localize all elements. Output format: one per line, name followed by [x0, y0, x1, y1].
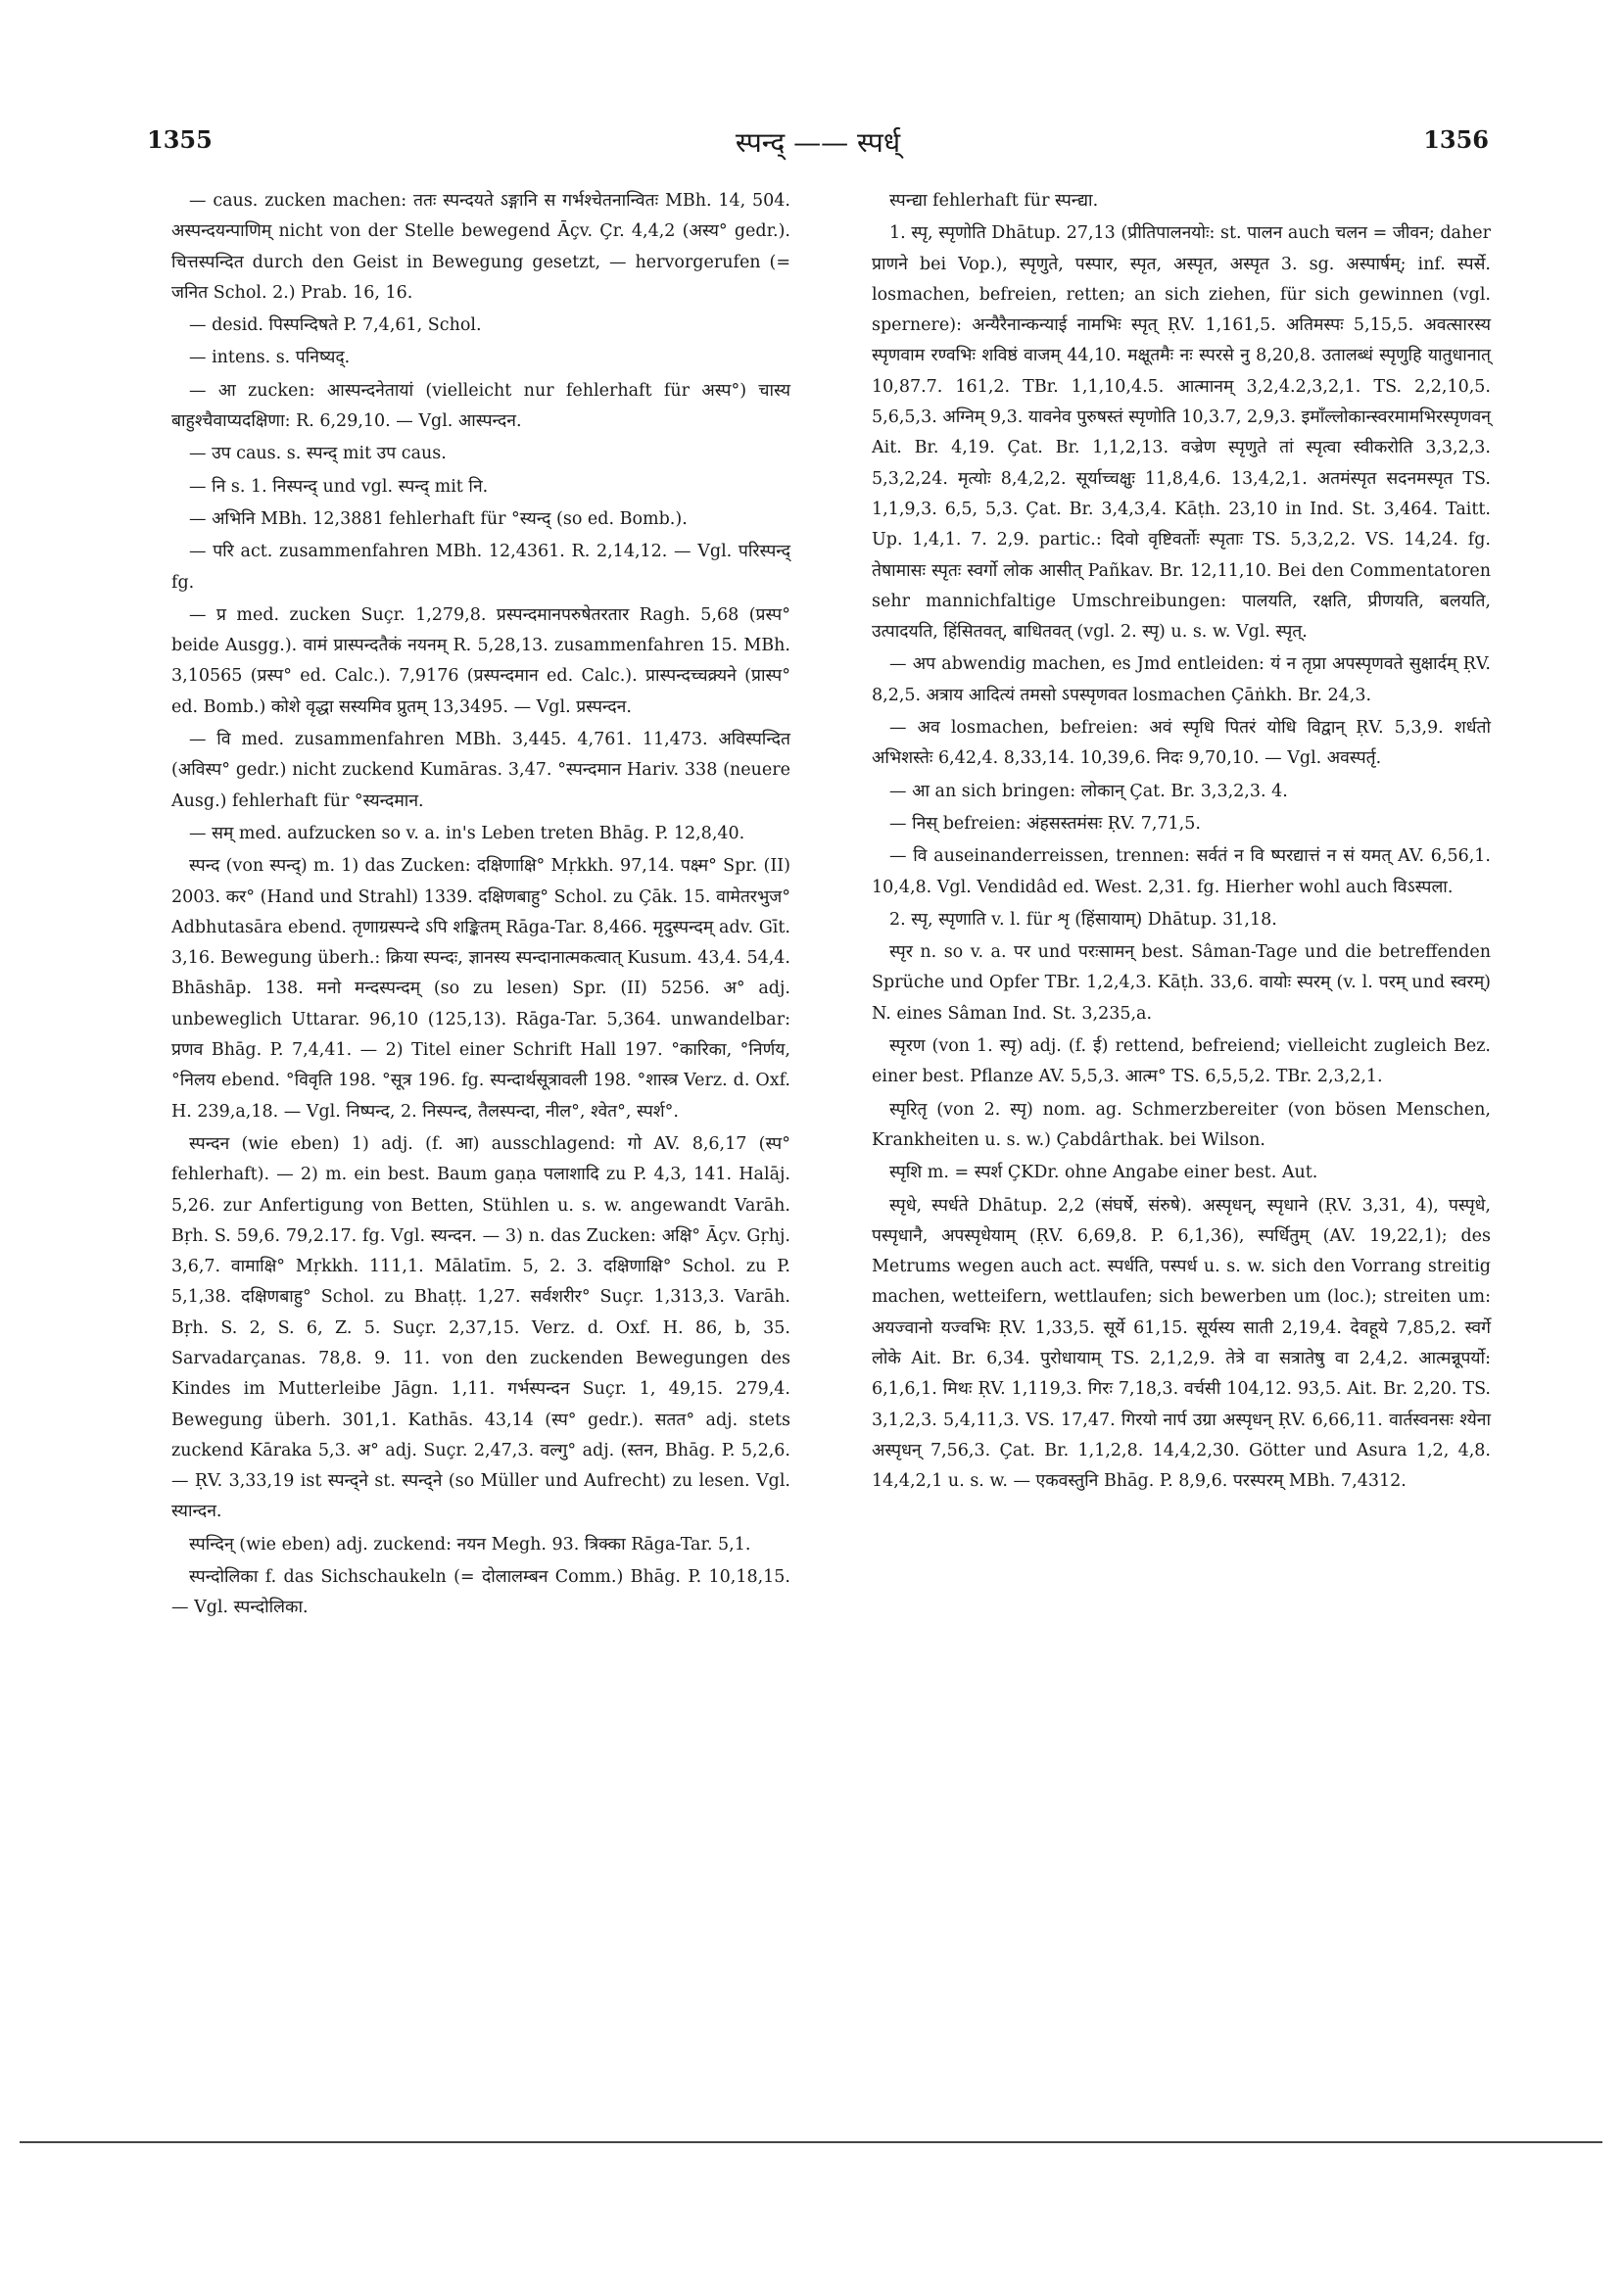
entry-paragraph: 1. स्पृ, स्पृणोति Dhātup. 27,13 (प्रीतिपालनयोः: st. पालन auch चलन = जीवन; daher प्राणने bei Vop.), स्पृणुते, पस्पार, स्पृत, अस्पृत, अस्पृत 3. sg. अस्पार्षम्; inf. स्पर्से. losmachen, befreien, retten; an sich ziehen, für sich gewinnen (vgl. spernere): अन्यैरैनान्कन्याई नामभिः स्पृत् ṚV. 1,161,5. अतिमस्पः 5,15,5. अवत्सारस्य स्पृणवाम रण्वभिः शविष्ठं वाजम् 44,10. मक्षूतमैः नः स्परसे नु 8,20,8. उतालब्धं स्पृणुहि यातुधानात् 10,87.7. 161,2. TBr. 1,1,10,4.5. आत्मानम् 3,2,4.2,3,2,1. TS. 2,2,10,5. 5,6,5,3. अग्निम् 9,3. यावनेव पुरुषस्तं स्पृणोति 10,3.7, 2,9,3. इमाँल्लोकान्स्वरमामभिरस्पृणवन् Ait. Br. 4,19. Çat. Br. 1,1,2,13. वज्रेण स्पृणुते तां स्पृत्वा स्वीकरोति 3,3,2,3. 5,3,2,24. मृत्योः 8,4,2,2. सूर्याच्चक्षुः 11,8,4,6. 13,4,2,1. अतमंस्पृत सदनमस्पृत TS. 1,1,9,3. 6,5, 5,3. Çat. Br. 3,4,3,4. Kāṭh. 23,10 in Ind. St. 3,464. Taitt. Up. 1,4,1. 7. 2,9. partic.: दिवो वृष्टिवर्तोः स्पृताः TS. 5,3,2,2. VS. 14,24. fg. तेषामासः स्पृतः स्वर्गो लोक आसीत् Pañkav. Br. 12,11,10. Bei den Commentatoren sehr mannichfaltige Umschreibungen: पालयति, रक्षति, प्रीणयति, बलयति, उत्पादयति, हिंसितवत्, बाधितवत् (vgl. 2. स्पृ) u. s. w. Vgl. स्पृत्. — [872, 223, 1491, 643]
left-column — [171, 186, 790, 1626]
entry-paragraph: स्पृशि m. = स्पर्श ÇKDr. ohne Angabe einer best. Aut. — [889, 1163, 1318, 1183]
entry-paragraph: स्पृरितृ (von 2. स्पृ) nom. ag. Schmerzbereiter (von bösen Menschen, Krankheiten u. s. w.) Çabdârthak. bei Wilson. — [872, 1099, 1491, 1150]
entry-paragraph: — उप caus. s. स्पन्द् mit उप caus. — [189, 444, 447, 464]
entry-paragraph: — आ zucken: आस्पन्दनेतायां (vielleicht nur fehlerhaft für अस्प°) चास्य बाहुश्चैवाप्यदक्षिणा: R. 6,29,10. — Vgl. आस्पन्दन. — [171, 380, 790, 432]
entry-paragraph: — सम् med. aufzucken so v. a. in's Leben treten Bhāg. P. 12,8,40. — [189, 823, 745, 843]
entry-paragraph: स्पृधे, स्पर्धते Dhātup. 2,2 (संघर्षे, संरुषे). अस्पृधन्, स्पृधाने (ṚV. 3,31, 4), पस्पृधे, पस्पृधानै, अपस्पृधेयाम् (ṚV. 6,69,8. P. 6,1,36), स्पर्धितुम् (AV. 19,22,1); des Metrums wegen auch act. स्पर्धति, पस्पर्ध u. s. w. sich den Vorrang streitig machen, wetteifern, wettlaufen; sich bewerben um (loc.); streiten um: अयज्वानो यज्वभिः ṚV. 1,33,5. सूर्ये 61,15. सूर्यस्य साती 2,19,4. देवहूये 7,85,2. स्वर्गे लोके Ait. Br. 6,34. पुरोधायाम् TS. 2,1,2,9. तेत्रे वा सत्रातेषु वा 2,4,2. आत्मन्नूपर्यो: 6,1,6,1. मिथः ṚV. 1,119,3. गिरः 7,18,3. वर्चसी 104,12. 93,5. Ait. Br. 2,20. TS. 3,1,2,3. 5,4,11,3. VS. 17,47. गिरयो नार्प उग्रा अस्पृधन् ṚV. 6,66,11. वार्तस्वनसः श्येना अस्पृधन् 7,56,3. Çat. Br. 1,1,2,8. 14,4,2,30. Götter und Asura 1,2, 4,8. 14,4,2,1 u. s. w. — एकवस्तुनि Bhāg. P. 8,9,6. परस्परम् MBh. 7,4312. — [872, 1195, 1491, 1492]
page-header — [147, 125, 1489, 165]
entry-paragraph: स्पन्दन (wie eben) 1) adj. (f. आ) ausschlagend: गो AV. 8,6,17 (स्प° fehlerhaft). — 2) m. ein best. Baum gaṇa पलाशादि zu P. 4,3, 141. Halāj. 5,26. zur Anfertigung von Betten, Stühlen u. s. w. angewandt Varāh. Bṛh. S. 59,6. 79,2.17. fg. Vgl. स्यन्दन. — 3) n. das Zucken: अक्षि° Āçv. Gṛhj. 3,6,7. वामाक्षि° Mṛkkh. 111,1. Mālatīm. 5, 2. 3. दक्षिणाक्षि° Schol. zu P. 5,1,38. दक्षिणबाहु° Schol. zu Bhaṭṭ. 1,27. सर्वशरीर° Suçr. 1,313,3. Varāh. Bṛh. S. 2, S. 6, Z. 5. Suçr. 2,37,15. Verz. d. Oxf. H. 86, b, 35. Sarvadarçanas. 78,8. 9. 11. von den zuckenden Bewegungen des Kindes im Mutterleibe Jāgn. 1,11. गर्भस्पन्दन Suçr. 1, 49,15. 279,4. Bewegung überh. 301,1. Kathās. 43,14 (स्प° gedr.). सतत° adj. stets zuckend Kāraka 5,3. अ° adj. Suçr. 2,47,3. वल्गु° adj. (स्तन, Bhāg. P. 5,2,6. — ṚV. 3,33,19 ist स्पन्द्ने st. स्पन्द्ने (so Müller und Aufrecht) zu lesen. Vgl. स्यान्दन. — [171, 1133, 790, 1522]
running-head: स्पन्द् —— स्पर्ध् — [735, 126, 901, 159]
entry-paragraph: — वि med. zusammenfahren MBh. 3,445. 4,761. 11,473. अविस्पन्दित (अविस्प° gedr.) nicht zuckend Kumāras. 3,47. °स्पन्दमान Hariv. 338 (neuere Ausg.) fehlerhaft für °स्यन्दमान. — [171, 730, 790, 811]
entry-paragraph: स्पन्द्या fehlerhaft für स्पन्द्या. — [889, 191, 1099, 211]
entry-paragraph: — अभिनि MBh. 12,3881 fehlerhaft für °स्यन्द् (so ed. Bomb.). — [189, 508, 688, 529]
page-number-left: 1355 — [147, 125, 213, 154]
footer-rule — [20, 2141, 1602, 2143]
entry-paragraph: स्पन्दिन् (wie eben) adj. zuckend: नयन Megh. 93. त्रिक्का Rāga-Tar. 5,1. — [189, 1534, 751, 1555]
entry-paragraph: 2. स्पृ, स्पृणाति v. l. für शृ (हिंसायाम्) Dhātup. 31,18. — [889, 909, 1277, 930]
entry-paragraph: — desid. पिस्पन्दिषते P. 7,4,61, Schol. — [189, 315, 482, 336]
page-number-right: 1356 — [1423, 125, 1489, 154]
entry-paragraph: — निस् befreien: अंहसस्तमंसः ṚV. 7,71,5. — [889, 813, 1201, 834]
entry-paragraph: — अव losmachen, befreien: अवं स्पृधि पितरं योधि विद्वान् ṚV. 5,3,9. शर्धतो अभिशस्तेः 6,42,4. 8,33,14. 10,39,6. निदः 9,70,10. — Vgl. अवस्पर्तृ. — [872, 718, 1491, 769]
entry-paragraph: स्पन्दोलिका f. das Sichschaukeln (= दोलालम्बन Comm.) Bhāg. P. 10,18,15. — Vgl. स्पन्दोलिका. — [171, 1567, 790, 1618]
entry-paragraph: स्पृरण (von 1. स्पृ) adj. (f. ई) rettend, befreiend; vielleicht zugleich Bez. einer best. Pflanze AV. 5,5,3. आत्म° TS. 6,5,5,2. TBr. 2,3,2,1. — [872, 1036, 1491, 1087]
entry-paragraph: — आ an sich bringen: लोकान् Çat. Br. 3,3,2,3. 4. — [889, 781, 1288, 801]
entry-paragraph: — caus. zucken machen: ततः स्पन्दयते ऽङ्गानि स गर्भश्चेतनान्वितः MBh. 14, 504. अस्पन्दयन्पाणिम् nicht von der Stelle bewegend Āçv. Çr. 4,4,2 (अस्य° gedr.). चित्तस्पन्दित durch den Geist in Bewegung gesetzt, — hervorgerufen (= जनित Schol. 2.) Prab. 16, 16. — [171, 191, 790, 303]
entry-paragraph: — नि s. 1. निस्पन्द् und vgl. स्पन्द् mit नि. — [189, 476, 489, 497]
entry-paragraph: — वि auseinanderreissen, trennen: सर्वतं न वि ष्परद्यात्तं न सं यमत् AV. 6,56,1. 10,4,8. Vgl. Vendidâd ed. West. 2,31. fg. Hierher wohl auch विऽस्पला. — [872, 846, 1491, 897]
right-column — [872, 186, 1491, 1499]
entry-paragraph: — intens. s. पनिष्यद्. — [189, 348, 351, 368]
entry-paragraph: — अप abwendig machen, es Jmd entleiden: यं न तृप्रा अपस्पृणवते सुक्षार्दम् ṚV. 8,2,5. अत्राय आदित्यं तमसो ऽपस्पृणवत losmachen Çāṅkh. Br. 24,3. — [872, 654, 1491, 705]
entry-paragraph: स्पन्द (von स्पन्द्) m. 1) das Zucken: दक्षिणाक्षि° Mṛkkh. 97,14. पक्ष्म° Spr. (II) 2003. कर° (Hand und Strahl) 1339. दक्षिणबाहु° Schol. zu Çāk. 15. वामेतरभुज° Adbhutasāra ebend. तृणाग्रस्पन्दे ऽपि शङ्कितम् Rāga-Tar. 8,466. मृदुस्पन्दम् adv. Gīt. 3,16. Bewegung überh.: क्रिया स्पन्दः, ज्ञानस्य स्पन्दानात्मकत्वात् Kusum. 43,4. 54,4. Bhāshāp. 138. मनो मन्दस्पन्दम् (so zu lesen) Spr. (II) 5256. अ° adj. unbeweglich Uttarar. 96,10 (125,13). Rāga-Tar. 5,364. unwandelbar: प्रणव Bhāg. P. 7,4,41. — 2) Titel einer Schrift Hall 197. °कारिका, °निर्णय, °निलय ebend. °विवृति 198. °सूत्र 196. fg. स्पन्दार्थसूत्रावली 198. °शास्त्र Verz. d. Oxf. H. 239,a,18. — Vgl. निष्पन्द, 2. निस्पन्द, तैलस्पन्दा, नील°, श्वेत°, स्पर्श°. — [171, 856, 790, 1122]
entry-paragraph: — परि act. zusammenfahren MBh. 12,4361. R. 2,14,12. — Vgl. परिस्पन्द् fg. — [171, 542, 790, 593]
entry-paragraph: स्पृर n. so v. a. पर und परःसामन् best. Sâman-Tage und die betreffenden Sprüche und Opfer TBr. 1,2,4,3. Kāṭh. 33,6. वायोः स्परम् (v. l. परम् und स्वरम्) N. eines Sâman Ind. St. 3,235,a. — [872, 942, 1491, 1024]
entry-paragraph: — प्र med. zucken Suçr. 1,279,8. प्रस्पन्दमानपरुषेतरतार Ragh. 5,68 (प्रस्प° beide Ausgg.). वामं प्रास्पन्दतैकं नयनम् R. 5,28,13. zusammenfahren 15. MBh. 3,10565 (प्रस्प° ed. Calc.). 7,9176 (प्रस्पन्दमान ed. Calc.). प्रास्पन्दच्चक्र्यने (प्रास्प° ed. Bomb.) कोशे वृद्धा सस्यमिव प्रुतम् 13,3495. — Vgl. प्रस्पन्दन. — [171, 604, 790, 717]
